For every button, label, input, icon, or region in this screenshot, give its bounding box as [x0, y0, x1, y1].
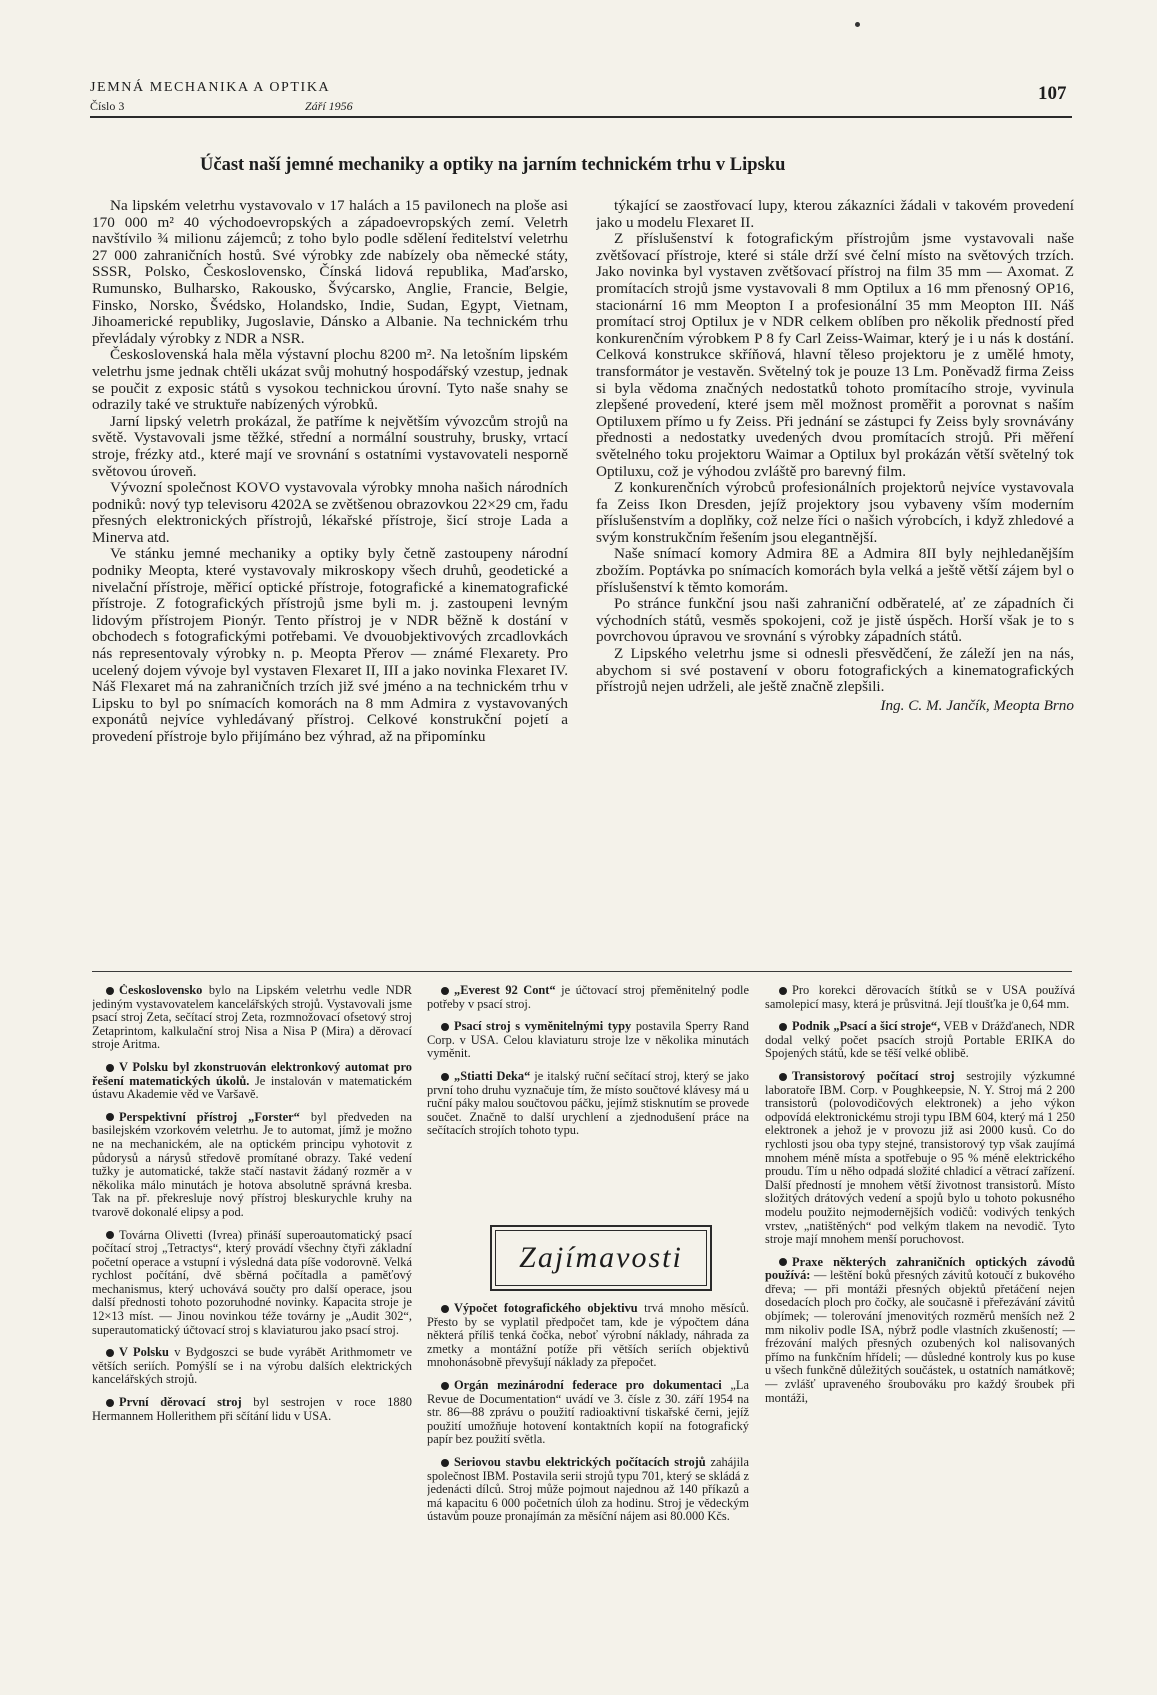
news-item-text: byl předveden na basilejském vzorkovém veletrhu. Je to automat, jímž je možno ne na mechanickém, ale na optickém principu vyhotovit z půdorysů a nárysů středově promítané obrazy. Také vedení tužky je automatické, takže stačí nastavit žádaný rozměr a v několika málo minutách je hotova absolutně správná kresba. Tak na př. překresluje nový přístroj bleskurychle kruhy na tvarově dokonalé elipsy a pod. [92, 1109, 412, 1219]
article-paragraph: Naše snímací komory Admira 8E a Admira 8II byly nejhledanějším zbožím. Poptávka po snímacích komorách byla velká a ještě větší zájem byl o příslušenství k těmto komorám. [596, 545, 1074, 596]
section-rule [92, 971, 1072, 972]
bullet-icon [779, 1258, 787, 1266]
news-item [92, 1396, 412, 1423]
bullet-icon [441, 1305, 449, 1313]
news-item-text: je italský ruční sečítací stroj, který se jako první toho druhu vyznačuje tím, že místo součtové klávesy má u ruční páky malou součtovou páčku, jejímž stisknutím se provede součet. Značně to další urychlení a zjednodušení práce na sečítacích strojích tohoto typu. [427, 1068, 749, 1138]
news-item-text: v Bydgoszci se bude vyrábět Arithmometr ve větších seriích. Pomýšlí se i na výrobu dalších elektrických kancelářských strojů. [92, 1345, 412, 1387]
news-item-heading: Orgán mezinárodní federace pro dokumentaci [454, 1377, 722, 1392]
journal-name: JEMNÁ MECHANIKA A OPTIKA [90, 80, 331, 95]
issue-date: Září 1956 [305, 99, 353, 113]
news-item-text: Továrna Olivetti (Ivrea) přináší superoautomatický psací počítací stroj „Tetractys“, který provádí všechny čtyři základní početní operace a vstupní i výsledná data píše vodorovně. Velká rychlost počítání, dvě sběrná počítadla a paměťový mechanismus, který uchovává součty pro další operace, jsou další přednosti tohoto pozoruhodné novinky. Kapacita stroje je 12×13 míst. — Jinou novinkou téže továrny je „Audit 302“, superautomatický účtovací stroj s klaviaturou jako psací stroj. [92, 1227, 412, 1337]
issue-number: Číslo 3 [90, 99, 125, 113]
bullet-icon [106, 1231, 114, 1239]
news-item-heading: Praxe některých zahraničních optických závodů používá: [765, 1254, 1075, 1283]
article-paragraph: Ve stánku jemné mechaniky a optiky byly četně zastoupeny národní podniky Meopta, které vystavovaly mikroskopy všech druhů, geodetické a nivelační přístroje, měřicí optické přístroje, fotografické a kinematografické přístroje. Z fotografických přístrojů jsme byli m. j. zastoupeni levným lidovým přístrojem Pionýr. Tento přístroj je v NDR běžně k dostání v obchodech s fotografickými potřebami. Ve dvouobjektivových zrcadlovkách nás representovaly výrobky n. p. Meopta Přerov — známé Flexarety. Pro ucelený dojem vývoje byl vystaven Flexaret II, III a jako novinka Flexaret IV. Náš Flexaret má na zahraničních trzích již své jméno a na technickém trhu v Lipsku to byl po snímacích komorách na 8 mm Admira z vystavovaných exponátů nejvíce vyhledávaný přístroj. Celkové konstrukční pojetí a provedení přístroje bylo přijímáno bez výhrad, až na připomínku [92, 545, 568, 745]
news-item-heading: První děrovací stroj [119, 1395, 242, 1410]
article-paragraph: Vývozní společnost KOVO vystavovala výrobky mnoha našich národních podniků: nový typ televisoru 4202A se zvětšenou obrazovkou 22×29 cm, řadu přesných elektronických přístrojů, lékařské přístroje, šicí stroje Lada a Minerva atd. [92, 479, 568, 546]
news-box-label: Zajímavosti [490, 1225, 712, 1291]
article-paragraph: týkající se zaostřovací lupy, kterou zákazníci žádali v takovém provedení jako u modelu Flexaret II. [596, 198, 1074, 231]
news-item [765, 1020, 1075, 1061]
article-paragraph: Z Lipského veletrhu jsme si odnesli přesvědčení, že záleží jen na nás, abychom si své postavení v oboru fotografických a kinematografických přístrojů nejen udrželi, ale ještě značně zlepšili. [596, 645, 1074, 696]
news-item-text: Je instalován v matematickém ústavu Akademie věd ve Varšavě. [92, 1073, 412, 1102]
news-item-heading: V Polsku byl zkonstruován elektronkový automat pro řešení matematických úkolů. [92, 1059, 412, 1088]
news-item-text: postavila Sperry Rand Corp. v USA. Celou klaviaturu stroje lze v několika minutách vyměnit. [427, 1019, 749, 1061]
news-item-text: „La Revue de Documentation“ uvádí ve 3. čísle z 30. září 1954 na str. 86—88 zprávu o použití radioaktivní tiskařské černi, jejíž použití umožňuje hotovení kontaktních kopií na fotografický papír bez použití světla. [427, 1377, 749, 1447]
news-item [92, 1229, 412, 1338]
news-item-heading: Výpočet fotografického objektivu [454, 1302, 638, 1315]
article-paragraph: Z konkurenčních výrobců profesionálních projektorů nejvíce vystavovala fa Zeiss Ikon Dresden, jejíž projektory jsou vybaveny vším moderním příslušenstvím a doplňky, což nelze říci o našich výrobcích, i když zhledové a svým konstrukčním řešením jsou elegantnější. [596, 479, 1074, 546]
news-item-text: zahájila společnost IBM. Postavila serii strojů typu 701, který se skládá z jedenácti dílců. Stroj může pojmout najednou až 140 příkazů a má kapacitu 6 000 početních úloh za hodinu. Stroj je vědeckým ústavům pouze pronajímán za měsíční nájem asi 80.000 Kčs. [427, 1454, 749, 1524]
news-item-heading: Transistorový počítací stroj [792, 1068, 955, 1083]
article-paragraph: Po stránce funkční jsou naši zahraniční odběratelé, ať ze západních či východních států, vesměs spokojeni, což je jistě úspěch. Horší však je to s povrchovou úpravou ve srovnání s výrobky západních států. [596, 595, 1074, 646]
article-paragraph: Na lipském veletrhu vystavovalo v 17 halách a 15 pavilonech na ploše asi 170 000 m² 40 východoevropských a západoevropských zemí. Veletrh navštívilo ¾ milionu zájemců; z toho bylo podle sdělení ředitelství veletrhu 27 000 zahraničních hostů. Své výrobky zde nabízely oba německé státy, SSSR, Polsko, Československo, Čínská lidová republika, Maďarsko, Rumunsko, Bulharsko, Rakousko, Švýcarsko, Anglie, Francie, Belgie, Finsko, Norsko, Švédsko, Holandsko, Indie, Sudan, Egypt, Vietnam, Jihoamerické republiky, Jugoslavie, Dánsko a Albanie. Na technickém trhu převládaly výrobky z NDR a NSR. [92, 198, 568, 347]
news-item [765, 984, 1075, 1011]
article-paragraph: Z příslušenství k fotografickým přístrojům jsme vystavovali naše zvětšovací přístroje, které si stále drží své čelní místo na světových trzích. Jako novinka byl vystaven zvětšovací přístroj na film 35 mm — Axomat. Z promítacích strojů jsme vystavovali 8 mm Optilux a 16 mm přenosný OP16, stacionární 16 mm Meopton I a profesionální 35 mm Meopton III. Náš promítací stroj Optilux je v NDR celkem oblíben pro několik předností před konkurenčním výrobkem P 8 fy Carl Zeiss-Waimar, který je i u nás k dostání. Celková konstrukce skříňová, hlavní těleso projektoru je z umělé hmoty, transformátor je vestavěn. Světelný tok je pouze 13 Lm. Poněvadž firma Zeiss si byla vědoma značných nedostatků tohoto promítacího stroje, vyvinula zlepšené provedení, které jsem měl možnost proměřit a porovnat s naším Optiluxem přímo u fy Zeiss. Při jednání se zástupci fy Zeiss byly srovnávány přednosti a nedostatky uvedených dvou promítacích strojů. Při měření světelného toku projektoru Waimar a Optilux byl prokázán větší světelný tok Optiluxu, což je výhodou zvláště pro barevný film. [596, 230, 1074, 480]
news-item-heading: Seriovou stavbu elektrických počítacích strojů [454, 1454, 706, 1469]
news-item-heading: Psací stroj s vyměnitelnými typy [454, 1019, 632, 1034]
news-item [427, 1070, 749, 1138]
news-item [427, 1379, 749, 1447]
news-item [427, 984, 749, 1011]
article-paragraph: Jarní lipský veletrh prokázal, že patříme k největším vývozcům strojů na světě. Vystavovali jsme těžké, střední a normální soustruhy, brusky, vrtací stroje, frézky atd., které mají ve srovnání s ostatními vystavovateli nesporně světovou úroveň. [92, 412, 568, 480]
bullet-icon [106, 1064, 114, 1072]
bullet-icon [106, 1113, 114, 1121]
news-item [427, 1020, 749, 1061]
news-item-text: bylo na Lipském veletrhu vedle NDR jediným vystavovatelem kancelářských strojů. Vystavovali jsme psací stroj Zeta, sečítací stroj Zeta, rozmnožovací ofsetový stroj Zetaprintom, kalkulační stroj Nisa a Nisa P (Mira) a děrovací stroje Aritma. [92, 984, 412, 1052]
news-item-text: Pro korekci děrovacích štítků se v USA používá samolepicí masy, která je průsvitná. Její tloušťka je 0,64 mm. [765, 984, 1075, 1011]
bullet-icon [779, 1023, 787, 1031]
news-item-heading: Podnik „Psací a šicí stroje“, [792, 1019, 941, 1034]
bullet-icon [106, 987, 114, 995]
news-item-text: — leštění boků přesných závitů kotoučí z bukového dřeva; — při montáži přesných objektů přetáčení nejen dosedacích ploch pro čočky, ale současně i přeřezávání závitů objímek; — tolerování jmenovitých rozměrů menších než 2 mm nikoliv podle ISA, nýbrž podle vlastních zkušeností; — frézování malých přesných ozubených kol nalisovaných přímo na funkčním hřídeli; — důsledné kontroly kus po kuse u všech funkčně důležitých součástek, u ostatních namátkově; — zvlášť upraveného šroubováku pro každý šroubek při montáži, [765, 1268, 1075, 1405]
article-paragraph: Československá hala měla výstavní plochu 8200 m². Na letošním lipském veletrhu jsme jednak chtěli ukázat svůj mohutný hospodářský vzestup, jednak se poučit z exposic států s vysokou technickou úrovní. Tyto naše snahy se odrazily také ve struktuře nabízených výrobků. [92, 346, 568, 414]
news-item-text: byl sestrojen v roce 1880 Hermannem Hollerithem při sčítání lidu v USA. [92, 1395, 412, 1423]
bullet-icon [441, 1459, 449, 1467]
header-rule [90, 116, 1072, 118]
news-column-2-top [427, 984, 749, 1209]
news-item [92, 1061, 412, 1102]
news-item-heading: Československo [119, 984, 203, 997]
page-number: 107 [1038, 83, 1067, 104]
bullet-icon [779, 987, 787, 995]
news-item [765, 1256, 1075, 1406]
news-item [765, 1070, 1075, 1247]
news-item-heading: Perspektivní přístroj „Forster“ [119, 1109, 300, 1124]
news-item-heading: „Everest 92 Cont“ [454, 984, 556, 997]
news-item-text: VEB v Drážďanech, NDR dodal velký počet psacích strojů Portable ERIKA do Spojených států, kde se těší velké oblibě. [765, 1019, 1075, 1061]
news-item [427, 1456, 749, 1524]
news-item-heading: „Stiatti Deka“ [454, 1068, 531, 1083]
bullet-icon [441, 987, 449, 995]
news-item [92, 1346, 412, 1387]
news-item [92, 1111, 412, 1220]
news-column-2-bottom [427, 1302, 749, 1684]
author-signature: Ing. C. M. Jančík, Meopta Brno [880, 696, 1074, 714]
article-column-right [596, 198, 1074, 944]
bullet-icon [441, 1073, 449, 1081]
bullet-icon [779, 1073, 787, 1081]
news-item-text: trvá mnoho měsíců. Přesto by se vyplatil předpočet tam, kde je výpočtem dána některá příliš tenká čočka, neboť výrobní náklady, náhrada za zmetky a montážní potíže při větších seriích objektivů mnohonásobně převyšují náklady za přepočet. [427, 1302, 749, 1370]
print-speck [855, 22, 860, 27]
news-column-3 [765, 984, 1075, 1684]
article-column-left [92, 198, 568, 944]
news-item-heading: V Polsku [119, 1345, 169, 1360]
news-item-text: sestrojily výzkumné laboratoře IBM. Corp. v Poughkeepsie, N. Y. Stroj má 2 200 transistorů (polovodičových elektronek) a jeho výkon odpovídá elektronickému stroji typu IBM 604, který má 1 250 elektronek a jehož je v provozu již asi 2000 kusů. Co do rychlosti jsou oba typy stejné, transistorový typ však zaujímá mnohem méně místa a spotřebuje o 95 % méně elektrického proudu. Tím u něho odpadá složité chladicí a větrací zařízení. Další předností je mnohem větší životnost transistorů. Místo složitých drátových vedení a spojů bylo u tohoto pokusného modelu použito nejmodernějších vodičů: vodivých tenkých vrstev, „natištěných“ pod velkým tlakem na nevodič. Tyto stroje mají mnohem menší poruchovost. [765, 1068, 1075, 1247]
news-item [427, 1302, 749, 1370]
bullet-icon [106, 1349, 114, 1357]
article-title: Účast naší jemné mechaniky a optiky na jarním technickém trhu v Lipsku [200, 155, 786, 175]
news-column-1 [92, 984, 412, 1684]
news-item-text: je účtovací stroj přeměnitelný podle potřeby v psací stroj. [427, 984, 749, 1011]
bullet-icon [441, 1023, 449, 1031]
bullet-icon [106, 1399, 114, 1407]
news-item [92, 984, 412, 1052]
bullet-icon [441, 1382, 449, 1390]
